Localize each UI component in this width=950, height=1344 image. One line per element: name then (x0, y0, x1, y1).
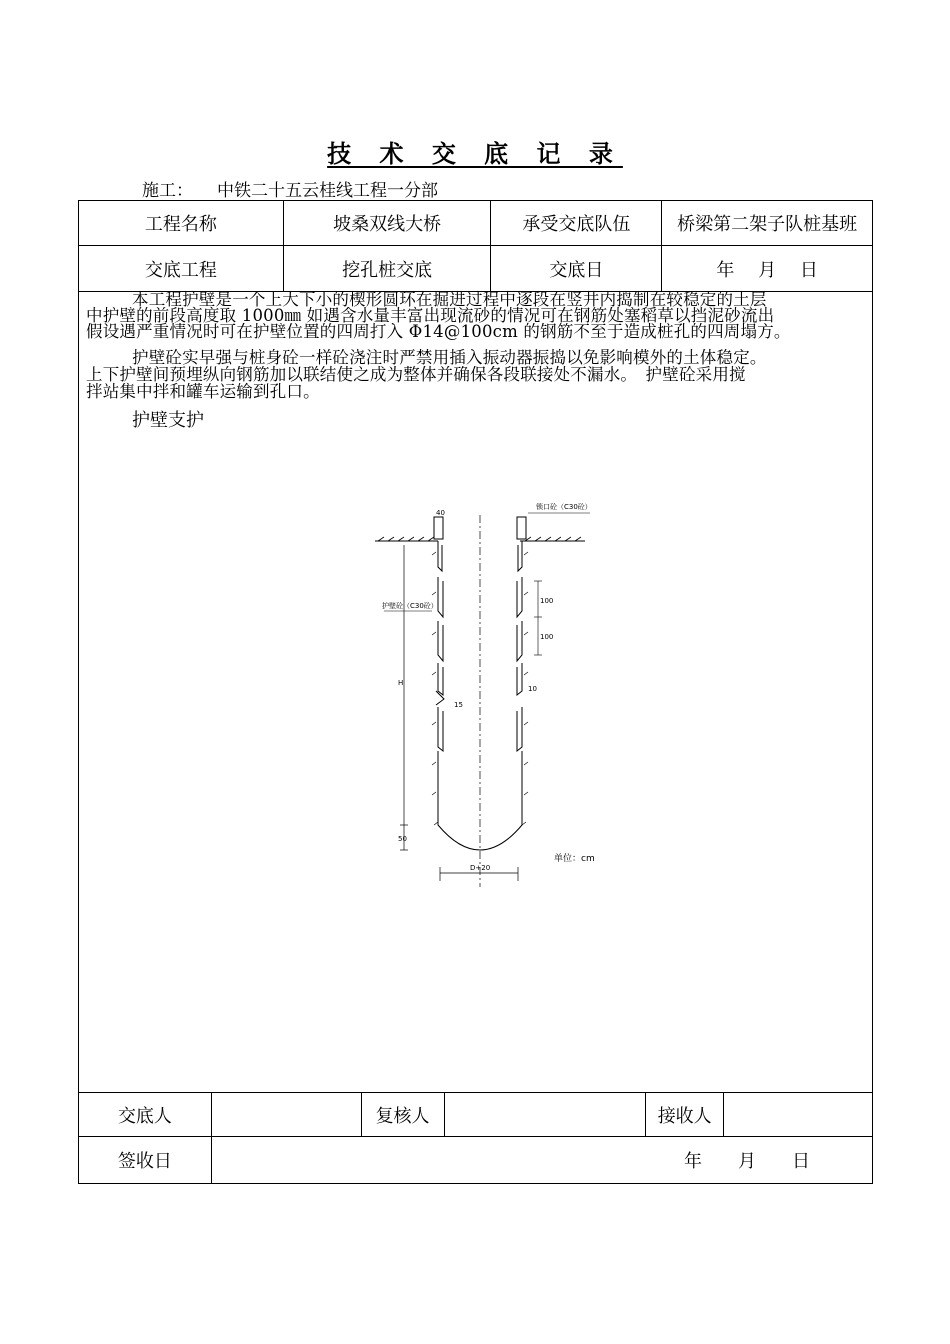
label-collar-concrete: 锁口砼（C30砼） (536, 503, 592, 511)
receiver-value (724, 1093, 873, 1137)
collar-right (517, 517, 526, 539)
ground-hatch (378, 537, 581, 541)
label-segment-100b: 100 (540, 633, 554, 641)
label-segment-100a: 100 (540, 597, 554, 605)
paragraph-2-line-3: 拌站集中拌和罐车运输到孔口。 (86, 382, 320, 401)
briefer-value (211, 1093, 361, 1137)
receiver-label: 接收人 (646, 1093, 724, 1137)
header-table (78, 200, 873, 292)
signature-table (78, 1092, 873, 1184)
reviewer-value (444, 1093, 646, 1137)
wall-segments-right (517, 541, 522, 751)
wall-segments-left (436, 541, 444, 751)
briefing-project-label: 交底工程 (79, 246, 284, 292)
label-wall-concrete: 护壁砼（C30砼） (382, 602, 438, 610)
label-10: 10 (528, 685, 537, 693)
signoff-date-label: 签收日 (79, 1137, 212, 1184)
briefing-date-label: 交底日 (491, 246, 662, 292)
label-15: 15 (454, 701, 463, 709)
label-50: 50 (398, 835, 407, 843)
signoff-row (79, 1137, 873, 1184)
header-row-project (79, 201, 873, 246)
document-title: 技 术 交 底 记 录 (327, 139, 623, 168)
collar-left (434, 517, 443, 539)
label-top-40: 40 (436, 509, 445, 517)
paragraph-1-line-2: 中护壁的前段高度取 1000㎜ 如遇含水量丰富出现流砂的情况可在钢筋处塞稻草以挡泥砂流出 (86, 306, 775, 325)
contractor-line (142, 176, 438, 201)
contractor-label: 施工： (142, 181, 193, 201)
receiving-team-value: 桥梁第二架子队桩基班 (662, 201, 873, 246)
label-d-plus-20: D+20 (470, 864, 491, 872)
briefing-date-value: 年 月 日 (662, 246, 873, 292)
project-name-value: 坡桑双线大桥 (283, 201, 491, 246)
label-h: H (398, 679, 404, 687)
soil-hatch (432, 552, 528, 825)
paragraph-2-line-1: 护壁砼实早强与桩身砼一样砼浇注时严禁用插入振动器振捣以免影响模外的土体稳定。 (132, 348, 767, 367)
receiving-team-label: 承受交底队伍 (491, 201, 662, 246)
paragraph-2-line-2: 上下护壁间预埋纵向钢筋加以联结使之成为整体并确保各段联接处不漏水。 护壁砼采用搅 (86, 365, 746, 384)
section-heading: 护壁支护 (132, 410, 204, 431)
paragraph-1-line-1: 本工程护壁是一个上大下小的楔形圆环在掘进过程中逐段在竖井内捣制在较稳定的土层 (132, 290, 767, 309)
signoff-date-value: 年 月 日 (211, 1137, 872, 1184)
briefer-label: 交底人 (79, 1093, 212, 1137)
label-unit: 单位：cm (554, 854, 595, 864)
header-row-briefing (79, 246, 873, 292)
paragraph-1-line-3: 假设遇严重情况时可在护壁位置的四周打入 Φ14@100cm 的钢筋不至于造成桩孔的四周塌方。 (86, 322, 791, 341)
contractor-value: 中铁二十五云桂线工程一分部 (217, 181, 438, 201)
reviewer-label: 复核人 (361, 1093, 444, 1137)
briefing-project-value: 挖孔桩交底 (283, 246, 491, 292)
project-name-label: 工程名称 (79, 201, 284, 246)
pile-wall-diagram (370, 495, 610, 890)
signature-row (79, 1093, 873, 1137)
